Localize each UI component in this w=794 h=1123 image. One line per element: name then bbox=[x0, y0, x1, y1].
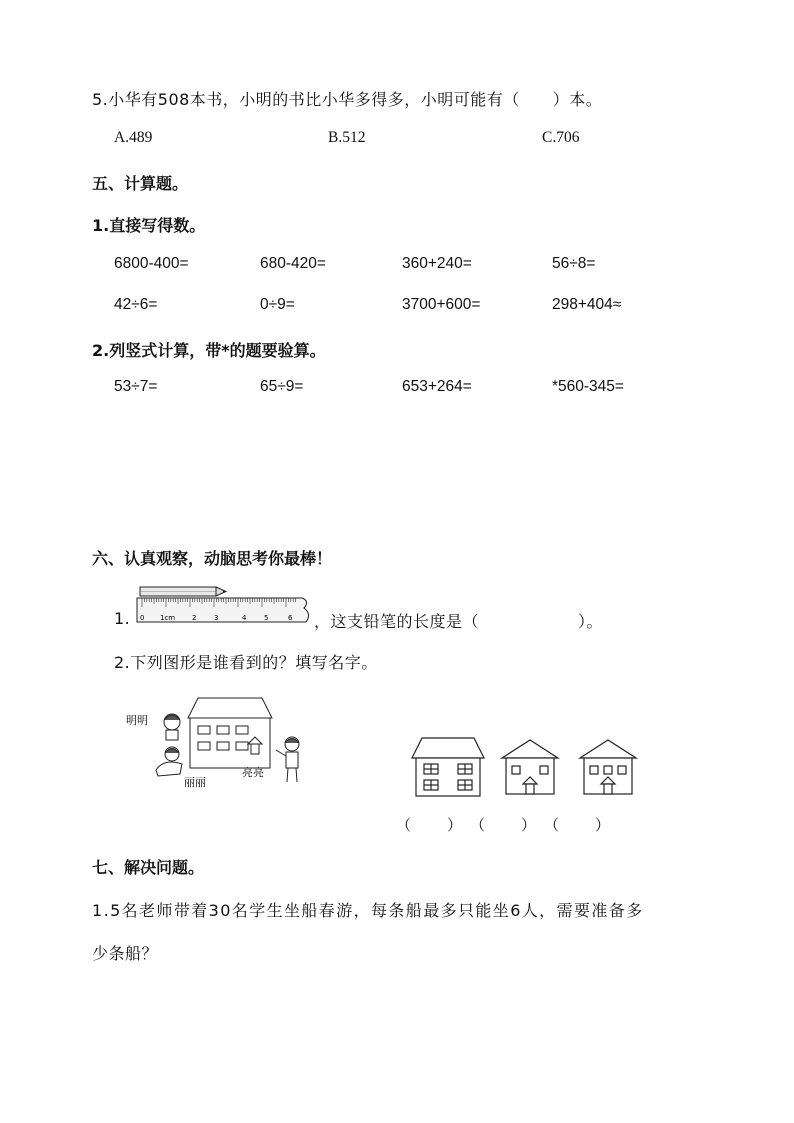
calc-r1-c3: 360+240= bbox=[402, 255, 472, 272]
ruler-label-5: 5 bbox=[264, 614, 269, 622]
calc-r1-c4: 56÷8= bbox=[552, 255, 596, 272]
lili-figure-icon bbox=[156, 747, 182, 776]
calc-r2-c4: 298+404≈ bbox=[552, 296, 622, 313]
name-lili: 丽丽 bbox=[184, 776, 206, 789]
school-building-icon bbox=[188, 698, 272, 768]
ruler-label-0: 0 bbox=[140, 614, 145, 622]
section-6-title: 六、认真观察，动脑思考你最棒！ bbox=[92, 549, 333, 568]
liangliang-figure-icon bbox=[276, 737, 299, 782]
view-side-door-icon bbox=[502, 740, 558, 794]
mingming-figure-icon bbox=[164, 714, 180, 740]
scene-illustration bbox=[120, 692, 310, 792]
ruler-label-4: 4 bbox=[242, 614, 247, 622]
section-5-title: 五、计算题。 bbox=[92, 174, 189, 193]
ruler-label-1: 1cm bbox=[160, 614, 176, 622]
answer-paren-3[interactable]: （ ） bbox=[544, 816, 613, 834]
calc-r2-c2: 0÷9= bbox=[260, 296, 295, 313]
option-c: C.706 bbox=[542, 129, 580, 146]
view-front-icon bbox=[412, 738, 484, 796]
name-liangliang: 亮亮 bbox=[242, 766, 264, 779]
section-7-title: 七、解决问题。 bbox=[92, 858, 205, 877]
ruler bbox=[137, 598, 309, 622]
option-a: A.489 bbox=[114, 129, 153, 146]
ruler-label-2: 2 bbox=[192, 614, 197, 622]
answer-paren-2[interactable]: （ ） bbox=[470, 816, 539, 834]
section-5-sub2: 2.列竖式计算，带*的题要验算。 bbox=[92, 341, 326, 360]
answer-paren-1[interactable]: （ ） bbox=[396, 816, 465, 834]
ruler-with-pencil-icon bbox=[134, 584, 320, 626]
calc-r3-c4: *560-345= bbox=[552, 378, 624, 395]
three-views bbox=[410, 734, 642, 800]
section-6-q2: 2.下列图形是谁看到的？填写名字。 bbox=[114, 653, 378, 672]
calc-r3-c1: 53÷7= bbox=[114, 378, 158, 395]
calc-r1-c2: 680-420= bbox=[260, 255, 326, 272]
calc-r1-c1: 6800-400= bbox=[114, 255, 189, 272]
pencil-icon bbox=[140, 587, 226, 596]
calc-r2-c3: 3700+600= bbox=[402, 296, 481, 313]
option-b: B.512 bbox=[328, 129, 366, 146]
calc-r3-c3: 653+264= bbox=[402, 378, 472, 395]
section-6-q1-number: 1. bbox=[114, 609, 131, 628]
ruler-label-6: 6 bbox=[288, 614, 293, 622]
calc-r3-c2: 65÷9= bbox=[260, 378, 304, 395]
section-6-q1-text: ，这支铅笔的长度是（ ）。 bbox=[314, 612, 604, 631]
section-7-q1-line1: 1.5名老师带着30名学生坐船春游，每条船最多只能坐6人，需要准备多 bbox=[92, 901, 644, 920]
view-side-windows-icon bbox=[580, 740, 636, 794]
section-5-sub1: 1.直接写得数。 bbox=[92, 216, 206, 235]
name-mingming: 明明 bbox=[126, 714, 148, 727]
ruler-label-3: 3 bbox=[214, 614, 219, 622]
question-5: 5.小华有508本书，小明的书比小华多得多，小明可能有（ ）本。 bbox=[92, 90, 603, 109]
section-7-q1-line2: 少条船？ bbox=[92, 944, 159, 963]
calc-r2-c1: 42÷6= bbox=[114, 296, 158, 313]
